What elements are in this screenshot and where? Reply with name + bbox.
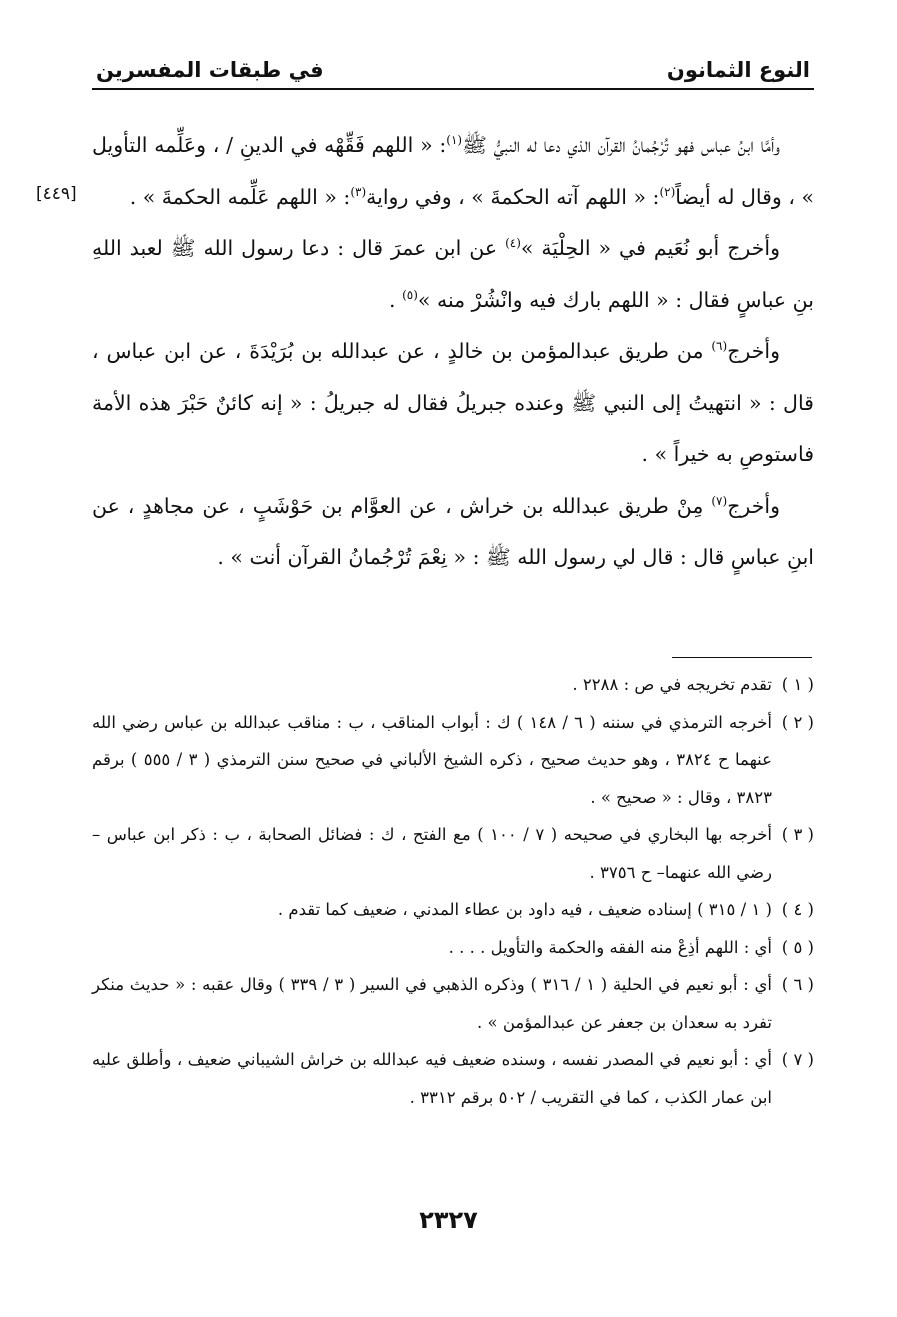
running-header [92, 52, 814, 90]
footnote-separator [672, 657, 812, 658]
footnote-marker: (٥) [402, 287, 418, 302]
footnote: ( ٧ ) أي : أبو نعيم في المصدر نفسه ، وسنده ضعيف فيه عبدالله بن خراش الشيباني ضعيف ، وأطلق عليه ابن عمار الكذب ، كما في التقريب / ٥٠٢ برقم ٣٣١٢ . [92, 1041, 814, 1116]
main-text [92, 120, 814, 584]
footnote: ( ٢ ) أخرجه الترمذي في سننه ( ٦ / ١٤٨ ) ك : أبواب المناقب ، ب : مناقب عبدالله بن عباس رضي الله عنهما ح ٣٨٢٤ ، وهو حديث صحيح ، ذكره الشيخ الألباني في صحيح سنن الترمذي ( ٣ / ٥٥٥ ) برقم ٣٨٢٣ ، وقال : « صحيح » . [92, 704, 814, 817]
footnote: ( ١ ) تقدم تخريجه في ص : ٢٢٨٨ . [92, 666, 814, 704]
footnote-number: ( ٣ ) [781, 825, 814, 844]
margin-page-reference: [٤٤٩] [36, 184, 77, 204]
footnote: ( ٦ ) أي : أبو نعيم في الحلية ( ١ / ٣١٦ ) وذكره الذهبي في السير ( ٣ / ٣٣٩ ) وقال عقبه : « حديث منكر تفرد به سعدان بن جعفر عن عبدالمؤمن » . [92, 966, 814, 1041]
paragraph: وأخرج$^{(٦)}$ من طريق عبدالمؤمن بن خالدٍ ، عن عبدالله بن بُرَيْدَةَ ، عن ابن عباس ، قال : « انتهيتُ إلى النبي ﷺ وعنده جبريلُ فقال له جبريلُ : « إنه كائنٌ حَبْرَ هذه الأمة فاستوصِ به خيراً » . [92, 339, 814, 466]
footnote-marker: (٣) [350, 184, 367, 199]
paragraph: وأخرج أبو نُعَيم في « الحِلْيَة »$^{(٤)}$ عن ابن عمرَ قال : دعا رسول الله ﷺ لعبد اللهِ بنِ عباسٍ فقال : « اللهم بارك فيه وانْشُرْ منه »$^{(٥)}$ . [92, 236, 814, 312]
footnote-marker: (١) [446, 133, 463, 148]
chapter-title: النوع الثمانون [666, 58, 810, 82]
footnote-marker: (٢) [659, 184, 676, 199]
footnote-number: ( ٥ ) [781, 937, 814, 957]
footnote-number: ( ٢ ) [781, 712, 814, 732]
footnote-marker: (٧) [711, 493, 728, 508]
footnote: ( ٥ ) أي : اللهم أذِعْ منه الفقه والحكمة والتأويل . . . . [92, 929, 814, 967]
footnote-number: ( ٤ ) [781, 900, 814, 919]
footnote-number: ( ٧ ) [781, 1050, 814, 1069]
footnote-marker: (٦) [711, 339, 728, 354]
footnote: ( ٣ ) أخرجه بها البخاري في صحيحه ( ٧ / ١٠٠ ) مع الفتح ، ك : فضائل الصحابة ، ب : ذكر ابن عباس –رضي الله عنهما– ح ٣٧٥٦ . [92, 816, 814, 891]
page-number: ٢٣٢٧ [419, 1206, 478, 1234]
book-section-title: في طبقات المفسرين [96, 58, 324, 82]
paragraph: وأخرج$^{(٧)}$ مِنْ طريق عبدالله بن خراش ، عن العوَّام بن حَوْشَبٍ ، عن مجاهدٍ ، عن ابنِ عباسٍ قال : قال لي رسول الله ﷺ : « نِعْمَ تُرْجُمانُ القرآن أنت » . [92, 493, 814, 569]
footnote-marker: (٤) [505, 236, 521, 251]
footnote: ( ٤ ) ( ١ / ٣١٥ ) إسناده ضعيف ، فيه داود بن عطاء المدني ، ضعيف كما تقدم . [92, 891, 814, 929]
footnotes [92, 666, 814, 1116]
footnote-number: ( ١ ) [781, 675, 814, 694]
footnote-number: ( ٦ ) [781, 975, 814, 994]
paragraph: وأمَّا ابنُ عباس فهو تُرْجُمانُ القرآن الذي دعا له النبيُّ ﷺ$^{(١)}$: « اللهم فَقِّهْه في الدينِ / ، وعَلِّمه التأويل » ، وقال له أيضاً$^{(٢)}$: « اللهم آته الحكمةَ » ، وفي رواية$^{(٣)}$: « اللهم عَلِّمه الحكمةَ » . [92, 133, 814, 209]
